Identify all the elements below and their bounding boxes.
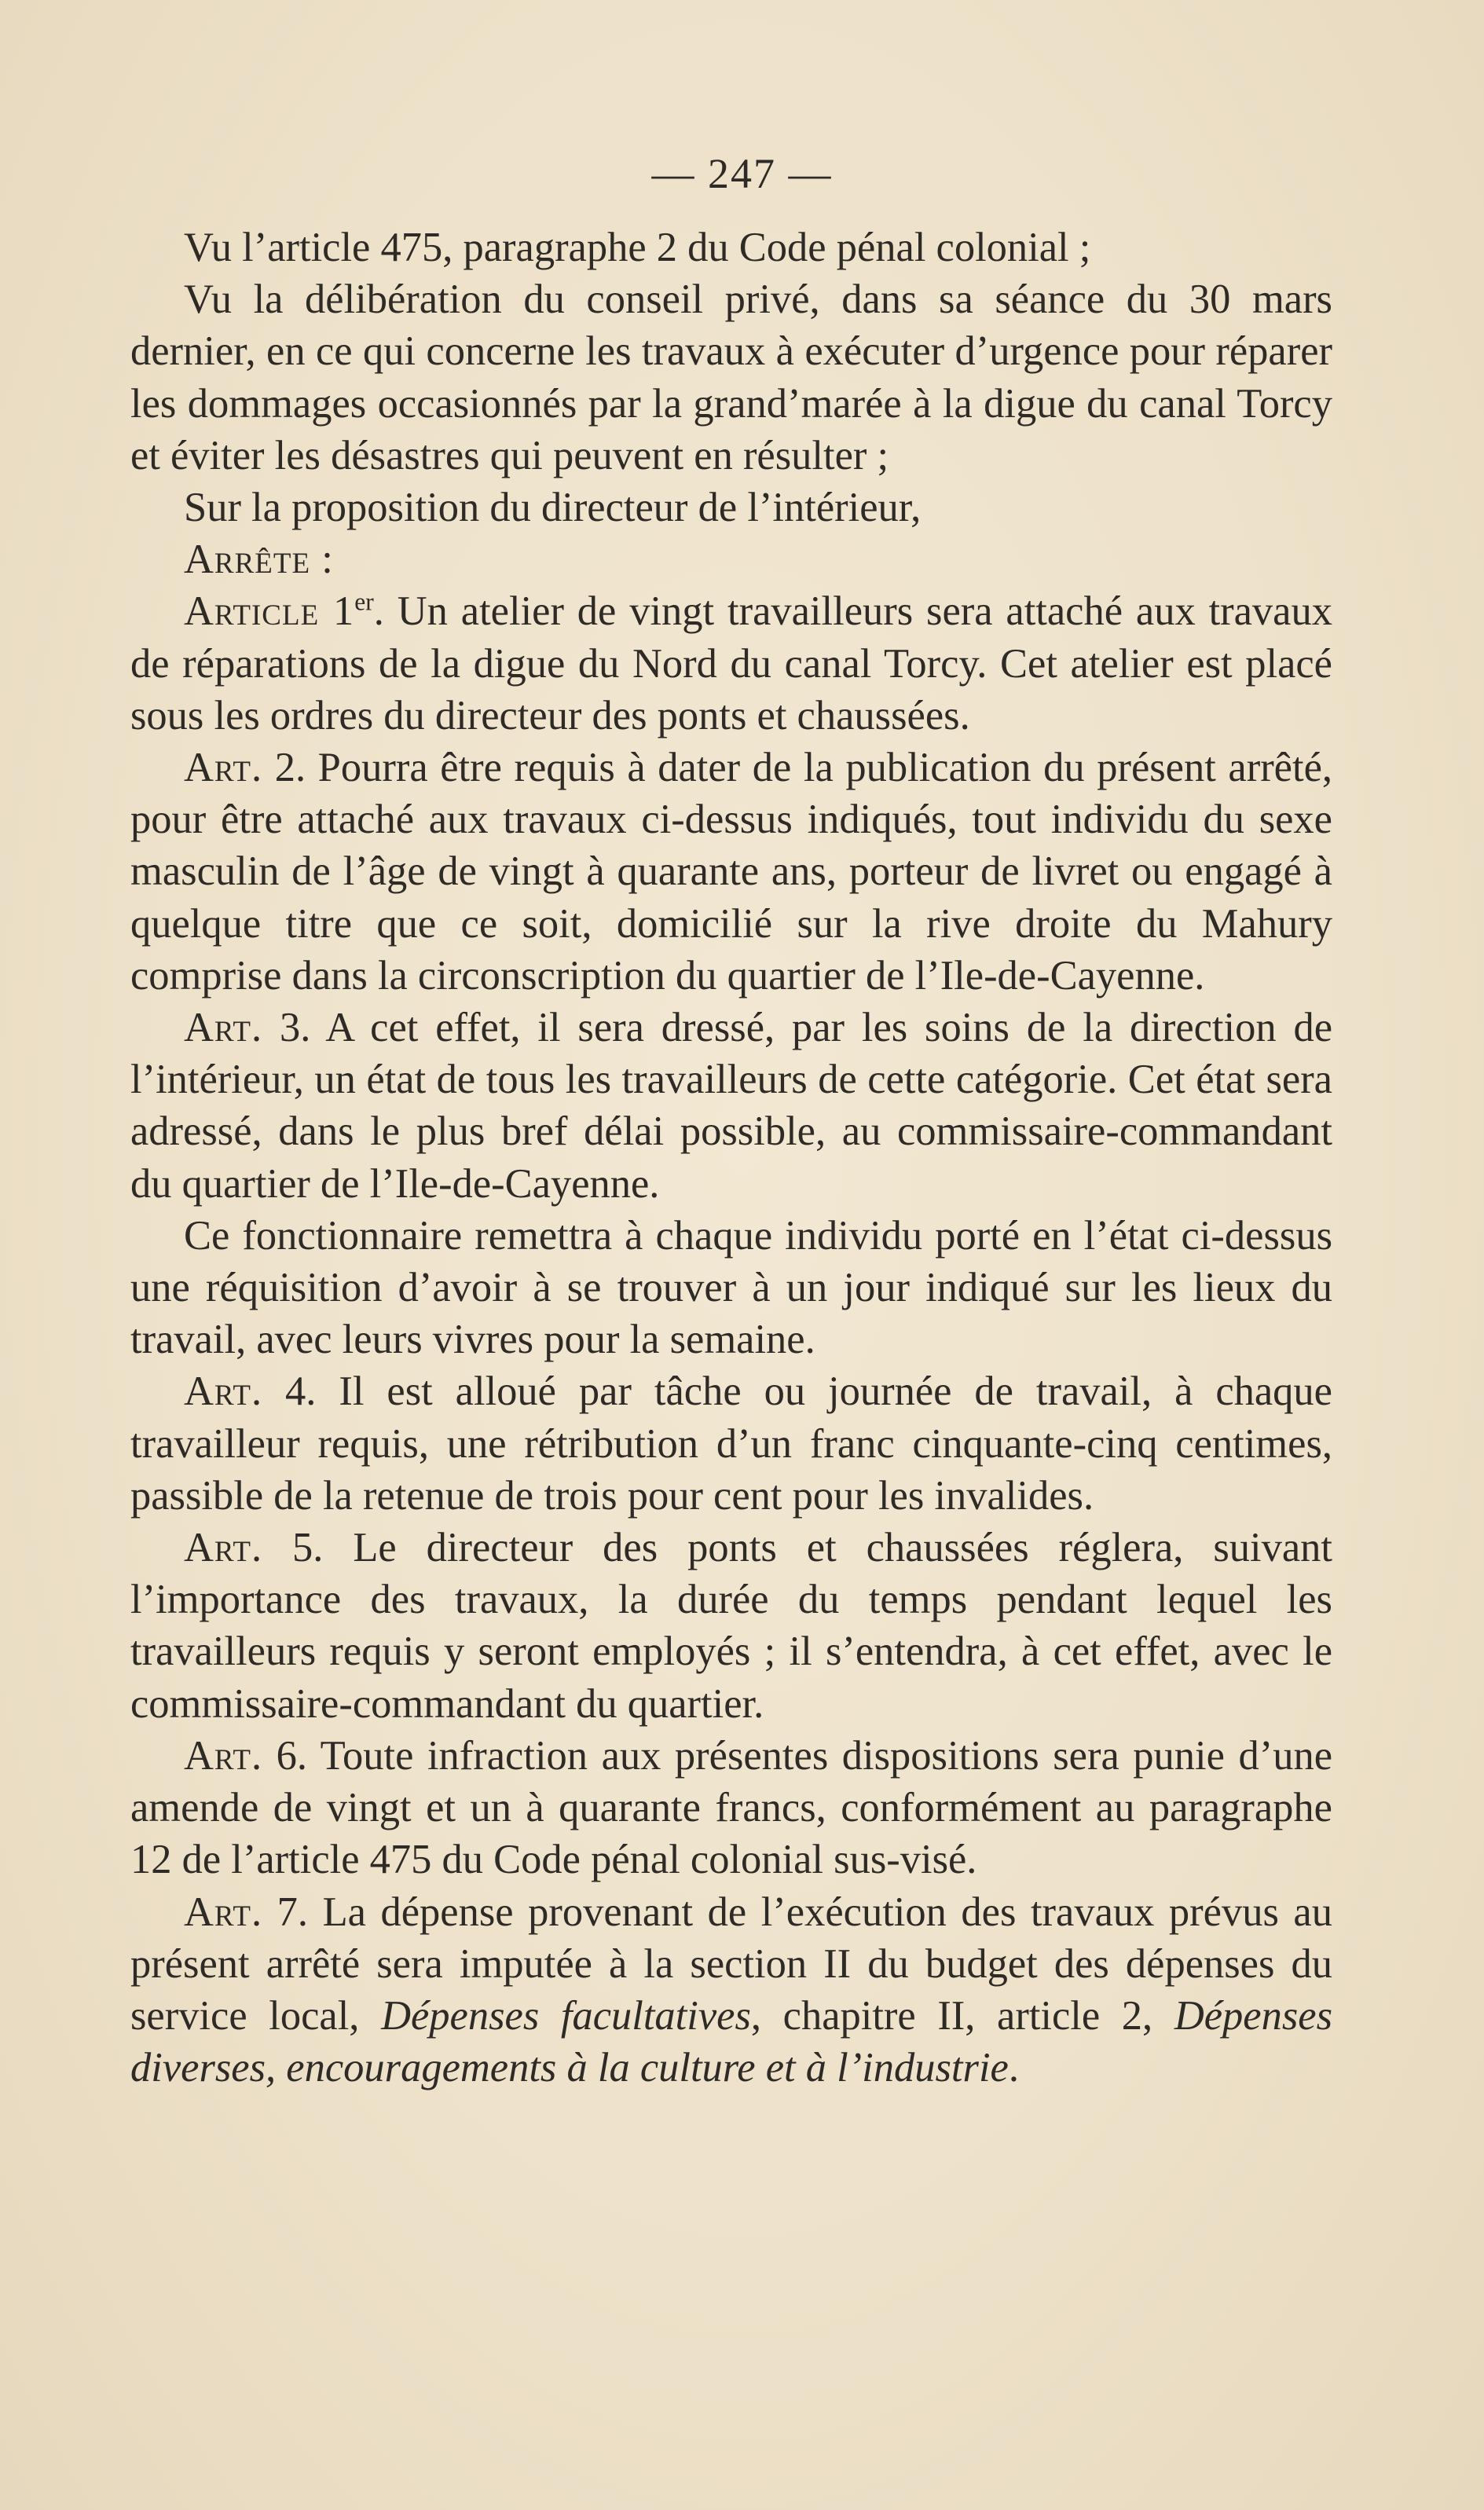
- article-3-text: 3. A cet effet, il sera dressé, par les soins de la direction de l’intérieur, un état de tous les travailleurs de cette catégorie. Cet état sera adressé, dans le plus bref délai possible, au commissaire-commandant du quartier de l’Ile-de-Cayenne.: [130, 1005, 1332, 1207]
- article-4-text: 4. Il est alloué par tâche ou journée de travail, à chaque travailleur requis, une rétribution d’un franc cinquante-cinq centimes, passible de la retenue de trois pour cent pour les invalides.: [130, 1369, 1332, 1519]
- article-7-label: Art.: [184, 1889, 263, 1935]
- article-6-text: 6. Toute infraction aux présentes dispositions sera punie d’une amende de vingt et un à quarante francs, conformément au paragraphe 12 de l’article 475 du Code pénal colonial sus-visé.: [130, 1732, 1332, 1883]
- article-3: [130, 1002, 1332, 1210]
- page-number: — 247 —: [651, 150, 833, 197]
- article-7-emphasis-1: Dépenses facultatives: [381, 1992, 751, 2039]
- article-6-label: Art.: [184, 1732, 263, 1779]
- article-7-text-2: , chapitre II, article 2,: [750, 1992, 1174, 2039]
- paragraph-fonctionnaire: Ce fonctionnaire remettra à chaque individu porté en l’état ci-dessus une réquisition d’avoir à se trouver à un jour indiqué sur les lieux du travail, avec leurs vivres pour la semaine.: [130, 1212, 1332, 1363]
- arrete-label: Arrête :: [184, 537, 334, 583]
- article-1: [130, 585, 1332, 742]
- article-1-label: Article 1: [184, 588, 355, 635]
- article-2-label: Art.: [184, 745, 263, 791]
- article-5-text: 5. Le directeur des ponts et chaussées réglera, suivant l’importance des travaux, la durée du temps pendant lequel les travailleurs requis y seront employés ; il s’entendra, à cet effet, avec le commissaire-commandant du quartier.: [130, 1525, 1332, 1727]
- article-2-text: 2. Pourra être requis à dater de la publication du présent arrêté, pour être attaché aux travaux ci-dessus indiqués, tout individu du sexe masculin de l’âge de vingt à quarante ans, porteur de livret ou engagé à quelque titre que ce soit, domicilié sur la rive droite du Mahury comprise dans la circonscription du quartier de l’Ile-de-Cayenne.: [130, 745, 1332, 999]
- article-5: [130, 1522, 1332, 1730]
- article-2: [130, 742, 1332, 1002]
- document-body: [130, 222, 1332, 2094]
- article-7-emphasis-2: Dépenses diverses, encouragements à la culture et à l’industrie: [130, 1992, 1332, 2091]
- article-1-superscript: er: [354, 588, 374, 616]
- paragraph-sur-proposition: Sur la proposition du directeur de l’intérieur,: [184, 485, 922, 531]
- article-7-text-1: 7. La dépense provenant de l’exécution des travaux prévus au présent arrêté sera imputée à la section II du budget des dépenses du service local,: [130, 1889, 1332, 2039]
- article-4-label: Art.: [184, 1369, 263, 1415]
- paragraph-vu-article: Vu l’article 475, paragraphe 2 du Code pénal colonial ;: [184, 225, 1091, 270]
- article-7: [130, 1886, 1332, 2094]
- article-7-text-3: .: [1008, 2045, 1019, 2091]
- paragraph-vu-deliberation: Vu la délibération du conseil privé, dans sa séance du 30 mars dernier, en ce qui concerne les travaux à exécuter d’urgence pour réparer les dommages occasionnés par la grand’marée à la digue du canal Torcy et éviter les désastres qui peuvent en résulter ;: [130, 277, 1332, 478]
- article-6: [130, 1730, 1332, 1886]
- article-4: [130, 1365, 1332, 1522]
- article-1-text: . Un atelier de vingt travailleurs sera attaché aux travaux de réparations de la digue du Nord du canal Torcy. Cet atelier est placé sous les ordres du directeur des ponts et chaussées.: [130, 588, 1332, 738]
- article-3-label: Art.: [184, 1005, 263, 1051]
- article-5-label: Art.: [184, 1525, 263, 1571]
- heading-arrete: [130, 533, 1332, 585]
